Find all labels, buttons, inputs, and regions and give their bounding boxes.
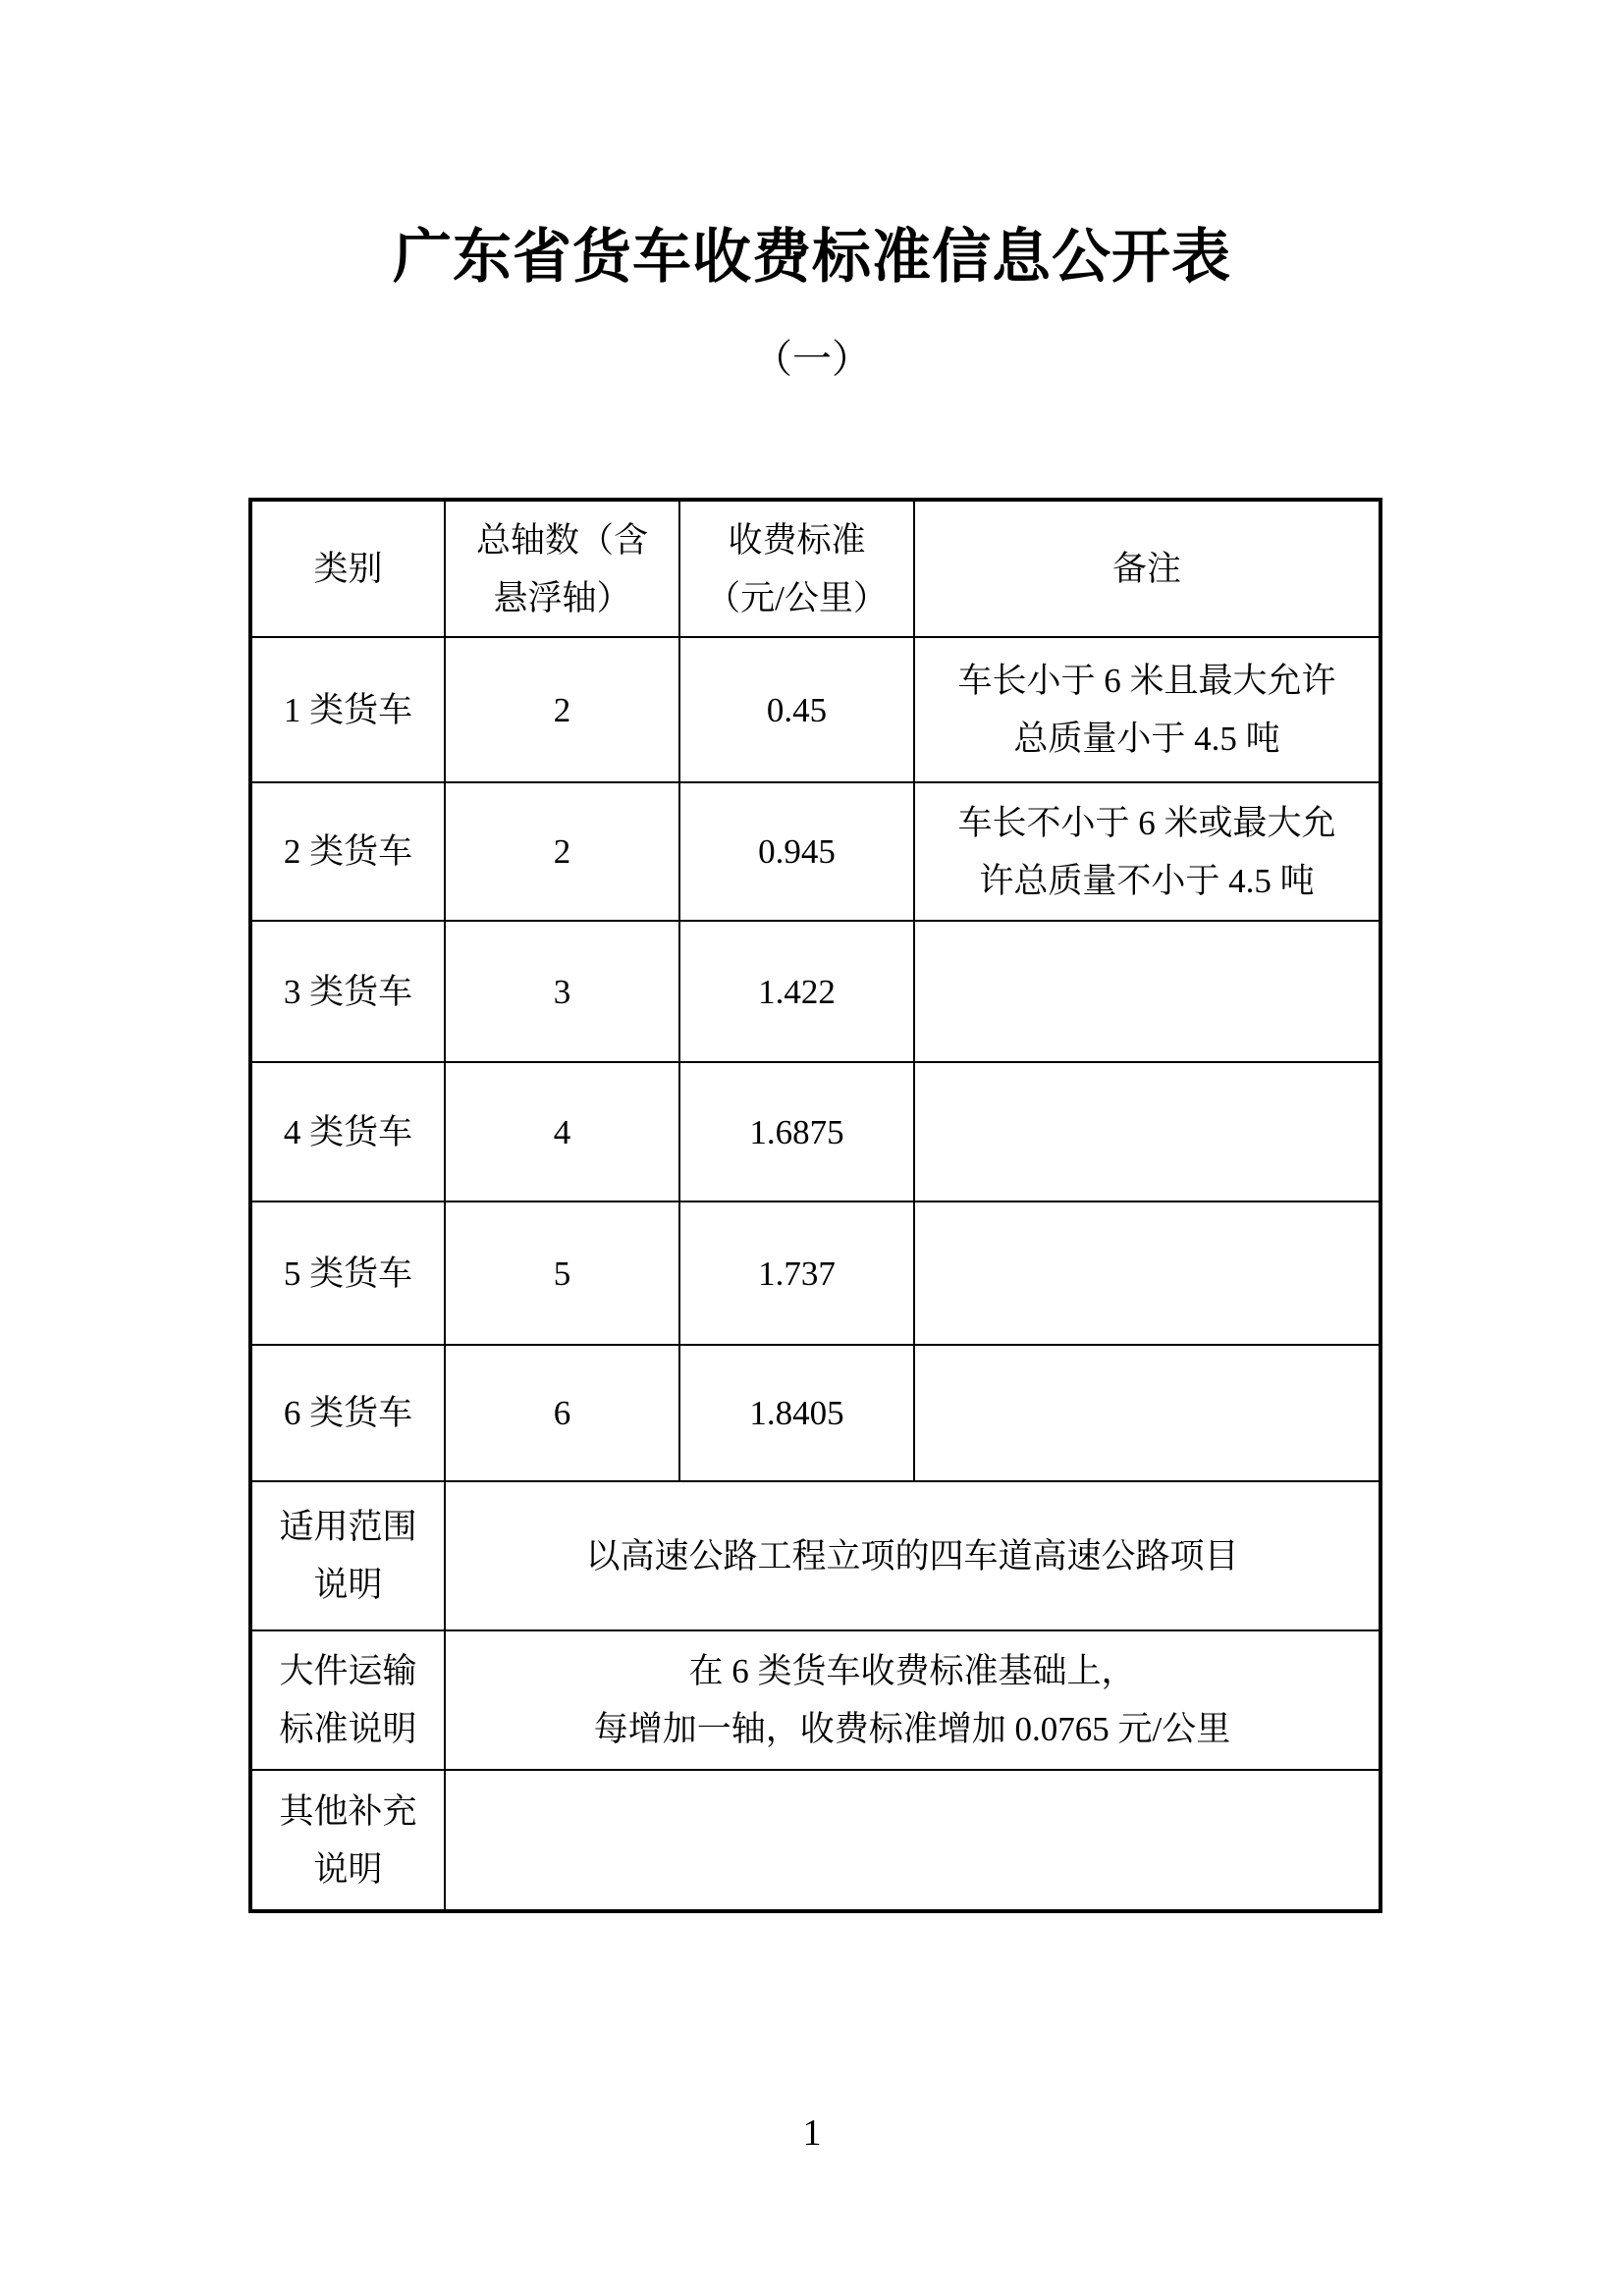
cell-rate: 0.45 — [679, 637, 914, 782]
footer-content-scope — [445, 1481, 1380, 1630]
footer-label-other — [250, 1770, 445, 1911]
footer-label-line: 适用范围 — [279, 1508, 417, 1546]
header-axles — [445, 500, 679, 637]
footer-label-scope — [250, 1481, 445, 1630]
cell-category: 1 类货车 — [250, 637, 445, 782]
cell-axles: 5 — [445, 1201, 679, 1345]
header-rate-line1: 收费标准 — [728, 520, 866, 560]
cell-remark — [914, 782, 1380, 921]
cell-remark — [914, 921, 1380, 1062]
footer-content-oversize — [445, 1630, 1380, 1770]
footer-label-line: 大件运输 — [279, 1652, 417, 1690]
footer-row-other — [250, 1770, 1380, 1911]
cell-category: 4 类货车 — [250, 1062, 445, 1201]
footer-row-scope — [250, 1481, 1380, 1630]
cell-remark — [914, 1062, 1380, 1201]
page-number: 1 — [802, 2112, 822, 2154]
footer-label-oversize — [250, 1630, 445, 1770]
cell-axles: 2 — [445, 782, 679, 921]
toll-standards-table — [248, 498, 1382, 1913]
footer-row-oversize — [250, 1630, 1380, 1770]
footer-content-other — [445, 1770, 1380, 1911]
cell-rate: 1.422 — [679, 921, 914, 1062]
cell-rate: 1.737 — [679, 1201, 914, 1345]
footer-content-line: 每增加一轴，收费标准增加 0.0765 元/公里 — [593, 1710, 1231, 1748]
document-subtitle: （一） — [753, 337, 871, 381]
cell-category: 5 类货车 — [250, 1201, 445, 1345]
header-remark: 备注 — [914, 500, 1380, 637]
footer-label-line: 标准说明 — [279, 1710, 417, 1748]
table-row-class6 — [250, 1345, 1380, 1481]
cell-axles: 3 — [445, 921, 679, 1062]
cell-remark — [914, 637, 1380, 782]
table-row-class2 — [250, 782, 1380, 921]
header-rate-line2: （元/公里） — [706, 578, 888, 617]
cell-rate: 0.945 — [679, 782, 914, 921]
table-row-class1 — [250, 637, 1380, 782]
header-category: 类别 — [250, 500, 445, 637]
cell-remark — [914, 1201, 1380, 1345]
table-row-class3 — [250, 921, 1380, 1062]
cell-category: 6 类货车 — [250, 1345, 445, 1481]
table-row-class5 — [250, 1201, 1380, 1345]
header-axles-line2: 悬浮轴） — [493, 578, 631, 617]
cell-category: 3 类货车 — [250, 921, 445, 1062]
footer-label-line: 其他补充 — [279, 1791, 417, 1831]
cell-axles: 6 — [445, 1345, 679, 1481]
cell-rate: 1.8405 — [679, 1345, 914, 1481]
cell-category: 2 类货车 — [250, 782, 445, 921]
table-row-class4 — [250, 1062, 1380, 1201]
footer-label-line: 说明 — [313, 1849, 383, 1889]
cell-axles: 4 — [445, 1062, 679, 1201]
remark-line: 车长小于 6 米且最大允许 — [957, 662, 1336, 700]
cell-axles: 2 — [445, 637, 679, 782]
header-axles-line1: 总轴数（含 — [475, 520, 648, 560]
table-header-row — [250, 500, 1380, 637]
footer-content-line: 在 6 类货车收费标准基础上， — [688, 1652, 1136, 1690]
remark-line: 车长不小于 6 米或最大允 — [957, 803, 1336, 842]
footer-label-line: 说明 — [313, 1566, 383, 1604]
footer-content-line: 以高速公路工程立项的四车道高速公路项目 — [585, 1536, 1239, 1575]
remark-line: 总质量小于 4.5 吨 — [1013, 720, 1280, 758]
document-title: 广东省货车收费标准信息公开表 — [393, 225, 1231, 290]
cell-rate: 1.6875 — [679, 1062, 914, 1201]
header-rate — [679, 500, 914, 637]
cell-remark — [914, 1345, 1380, 1481]
remark-line: 许总质量不小于 4.5 吨 — [979, 861, 1315, 900]
